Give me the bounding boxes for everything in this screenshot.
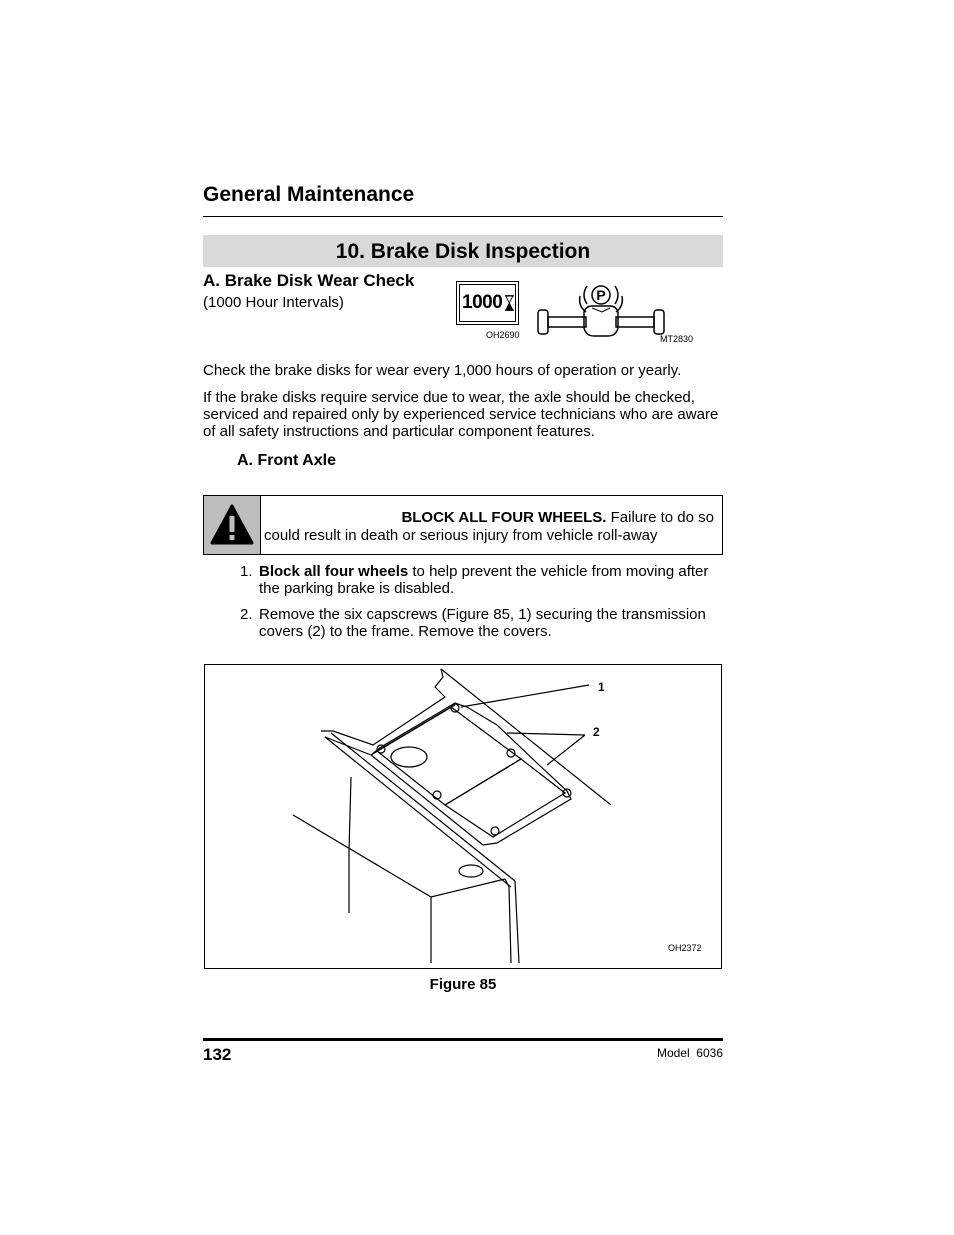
warning-text [264, 509, 714, 545]
parking-brake-axle-icon [536, 282, 668, 340]
step-bold: Block all four wheels [259, 563, 409, 580]
figure-code: OH2372 [668, 943, 702, 953]
callout-2: 2 [593, 725, 600, 739]
hour-value: 1000 [462, 292, 503, 313]
warning-bold: BLOCK ALL FOUR WHEELS. [401, 509, 607, 526]
footer-rule [203, 1038, 723, 1041]
step-1 [240, 563, 725, 597]
hour-symbol-code: OH2690 [486, 330, 520, 340]
callout-1: 1 [598, 680, 605, 694]
banner-title: 10. Brake Disk Inspection [335, 240, 591, 263]
warning-line1: Failure to do so [606, 509, 714, 526]
step-number: 1. [240, 563, 253, 580]
step-2 [240, 606, 725, 640]
figure-85-box [204, 664, 722, 969]
paragraph-service-notice: If the brake disks require service due to wear, the axle should be checked, serviced and repaired only by experienced service technicians who are aware of all safety instructions and particular component features. [203, 389, 719, 440]
page-number: 132 [203, 1045, 232, 1064]
figure-caption: Figure 85 [429, 976, 497, 993]
section-title: General Maintenance [203, 183, 415, 206]
interval-text: (1000 Hour Intervals) [203, 294, 344, 311]
model-label: Model 6036 [656, 1046, 723, 1060]
step-text: to help prevent the vehicle from moving after the parking brake is disabled. [259, 563, 709, 597]
step-number: 2. [240, 606, 253, 623]
header-rule [203, 216, 723, 217]
brake-symbol-code: MT2830 [660, 334, 694, 344]
wear-check-heading: A. Brake Disk Wear Check [203, 271, 415, 290]
front-axle-heading: A. Front Axle [237, 452, 336, 469]
warning-line2: could result in death or serious injury from vehicle roll-away [264, 527, 658, 544]
step-text: Remove the six capscrews (Figure 85, 1) securing the transmission covers (2) to the frame. Remove the covers. [259, 606, 706, 640]
warning-icon-panel [204, 496, 261, 554]
warning-box [203, 495, 723, 555]
chapter-banner [203, 235, 723, 267]
brake-icon-letter: P [596, 287, 606, 303]
transmission-cover-illustration [205, 665, 721, 968]
hourglass-icon [504, 294, 515, 312]
warning-exclamation-icon [204, 496, 260, 554]
paragraph-wear-interval: Check the brake disks for wear every 1,000 hours of operation or yearly. [203, 362, 682, 379]
hour-interval-symbol [456, 281, 519, 325]
